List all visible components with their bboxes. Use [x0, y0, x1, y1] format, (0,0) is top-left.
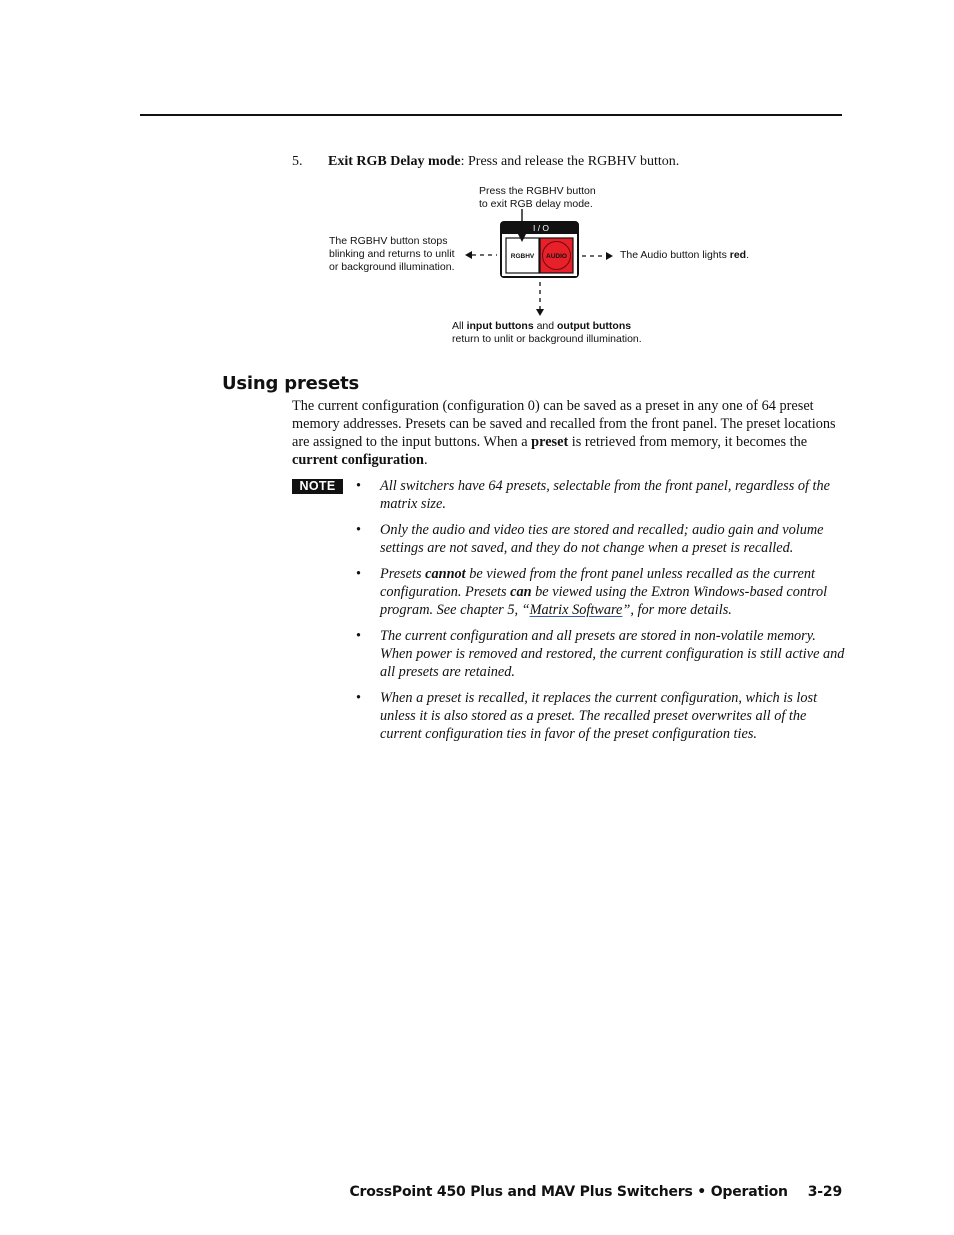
page-number: 3-29 [807, 1184, 842, 1200]
step-number: 5. [292, 154, 303, 169]
list-item: • When a preset is recalled, it replaces the current configuration, which is lost unless it is also stored as a preset. The recalled preset overwrites all of the current configuration ties in favor of the preset configuration ties. [356, 690, 818, 742]
rgb-delay-diagram [0, 0, 954, 360]
top-caption: Press the RGBHV button to exit RGB delay mode. [479, 185, 596, 210]
list-item: • Only the audio and video ties are stored and recalled; audio gain and volume settings are not saved, and they do not change when a preset is recalled. [356, 522, 824, 556]
audio-label: AUDIO [546, 253, 567, 260]
right-arrowhead [606, 252, 613, 260]
io-panel-label: I / O [532, 223, 550, 233]
note-list [356, 477, 846, 751]
list-item: • The current configuration and all presets are stored in non-volatile memory. When power is removed and restored, the current configuration is still active and all presets are retained. [356, 628, 845, 680]
footer-title: CrossPoint 450 Plus and MAV Plus Switchers • Operation [349, 1184, 788, 1200]
section-heading: Using presets [222, 373, 360, 394]
right-caption: The Audio button lights red. [620, 249, 750, 261]
diagram-graphic [0, 0, 954, 360]
list-item: • All switchers have 64 presets, selectable from the front panel, regardless of the matrix size. [356, 478, 831, 512]
left-caption: The RGBHV button stops blinking and returns to unlit or background illumination. [329, 235, 455, 273]
bottom-caption: All input buttons and output buttons return to unlit or background illumination. [452, 320, 642, 345]
down-arrowhead [536, 309, 544, 316]
matrix-software-link[interactable]: Matrix Software [529, 602, 623, 618]
rgbhv-label: RGBHV [510, 253, 535, 260]
step-title: Exit RGB Delay mode [328, 154, 461, 169]
note-tag: NOTE [292, 479, 343, 494]
list-item: • Presets cannot be viewed from the front panel unless recalled as the current configuration. Presets can be viewed using the Extron Windows-based control program. See chapter 5, “Matrix Software”, for more details. [356, 566, 828, 618]
section-intro: The current configuration (configuration 0) can be saved as a preset in any one of 64 preset memory addresses. Presets can be saved and recalled from the front panel. The preset locations are assigned to the input buttons. When a preset is retrieved from memory, it becomes the current configuration. [292, 398, 836, 468]
step-text: : Press and release the RGBHV button. [460, 154, 680, 169]
page-footer [349, 1184, 842, 1200]
left-arrowhead [465, 251, 472, 259]
